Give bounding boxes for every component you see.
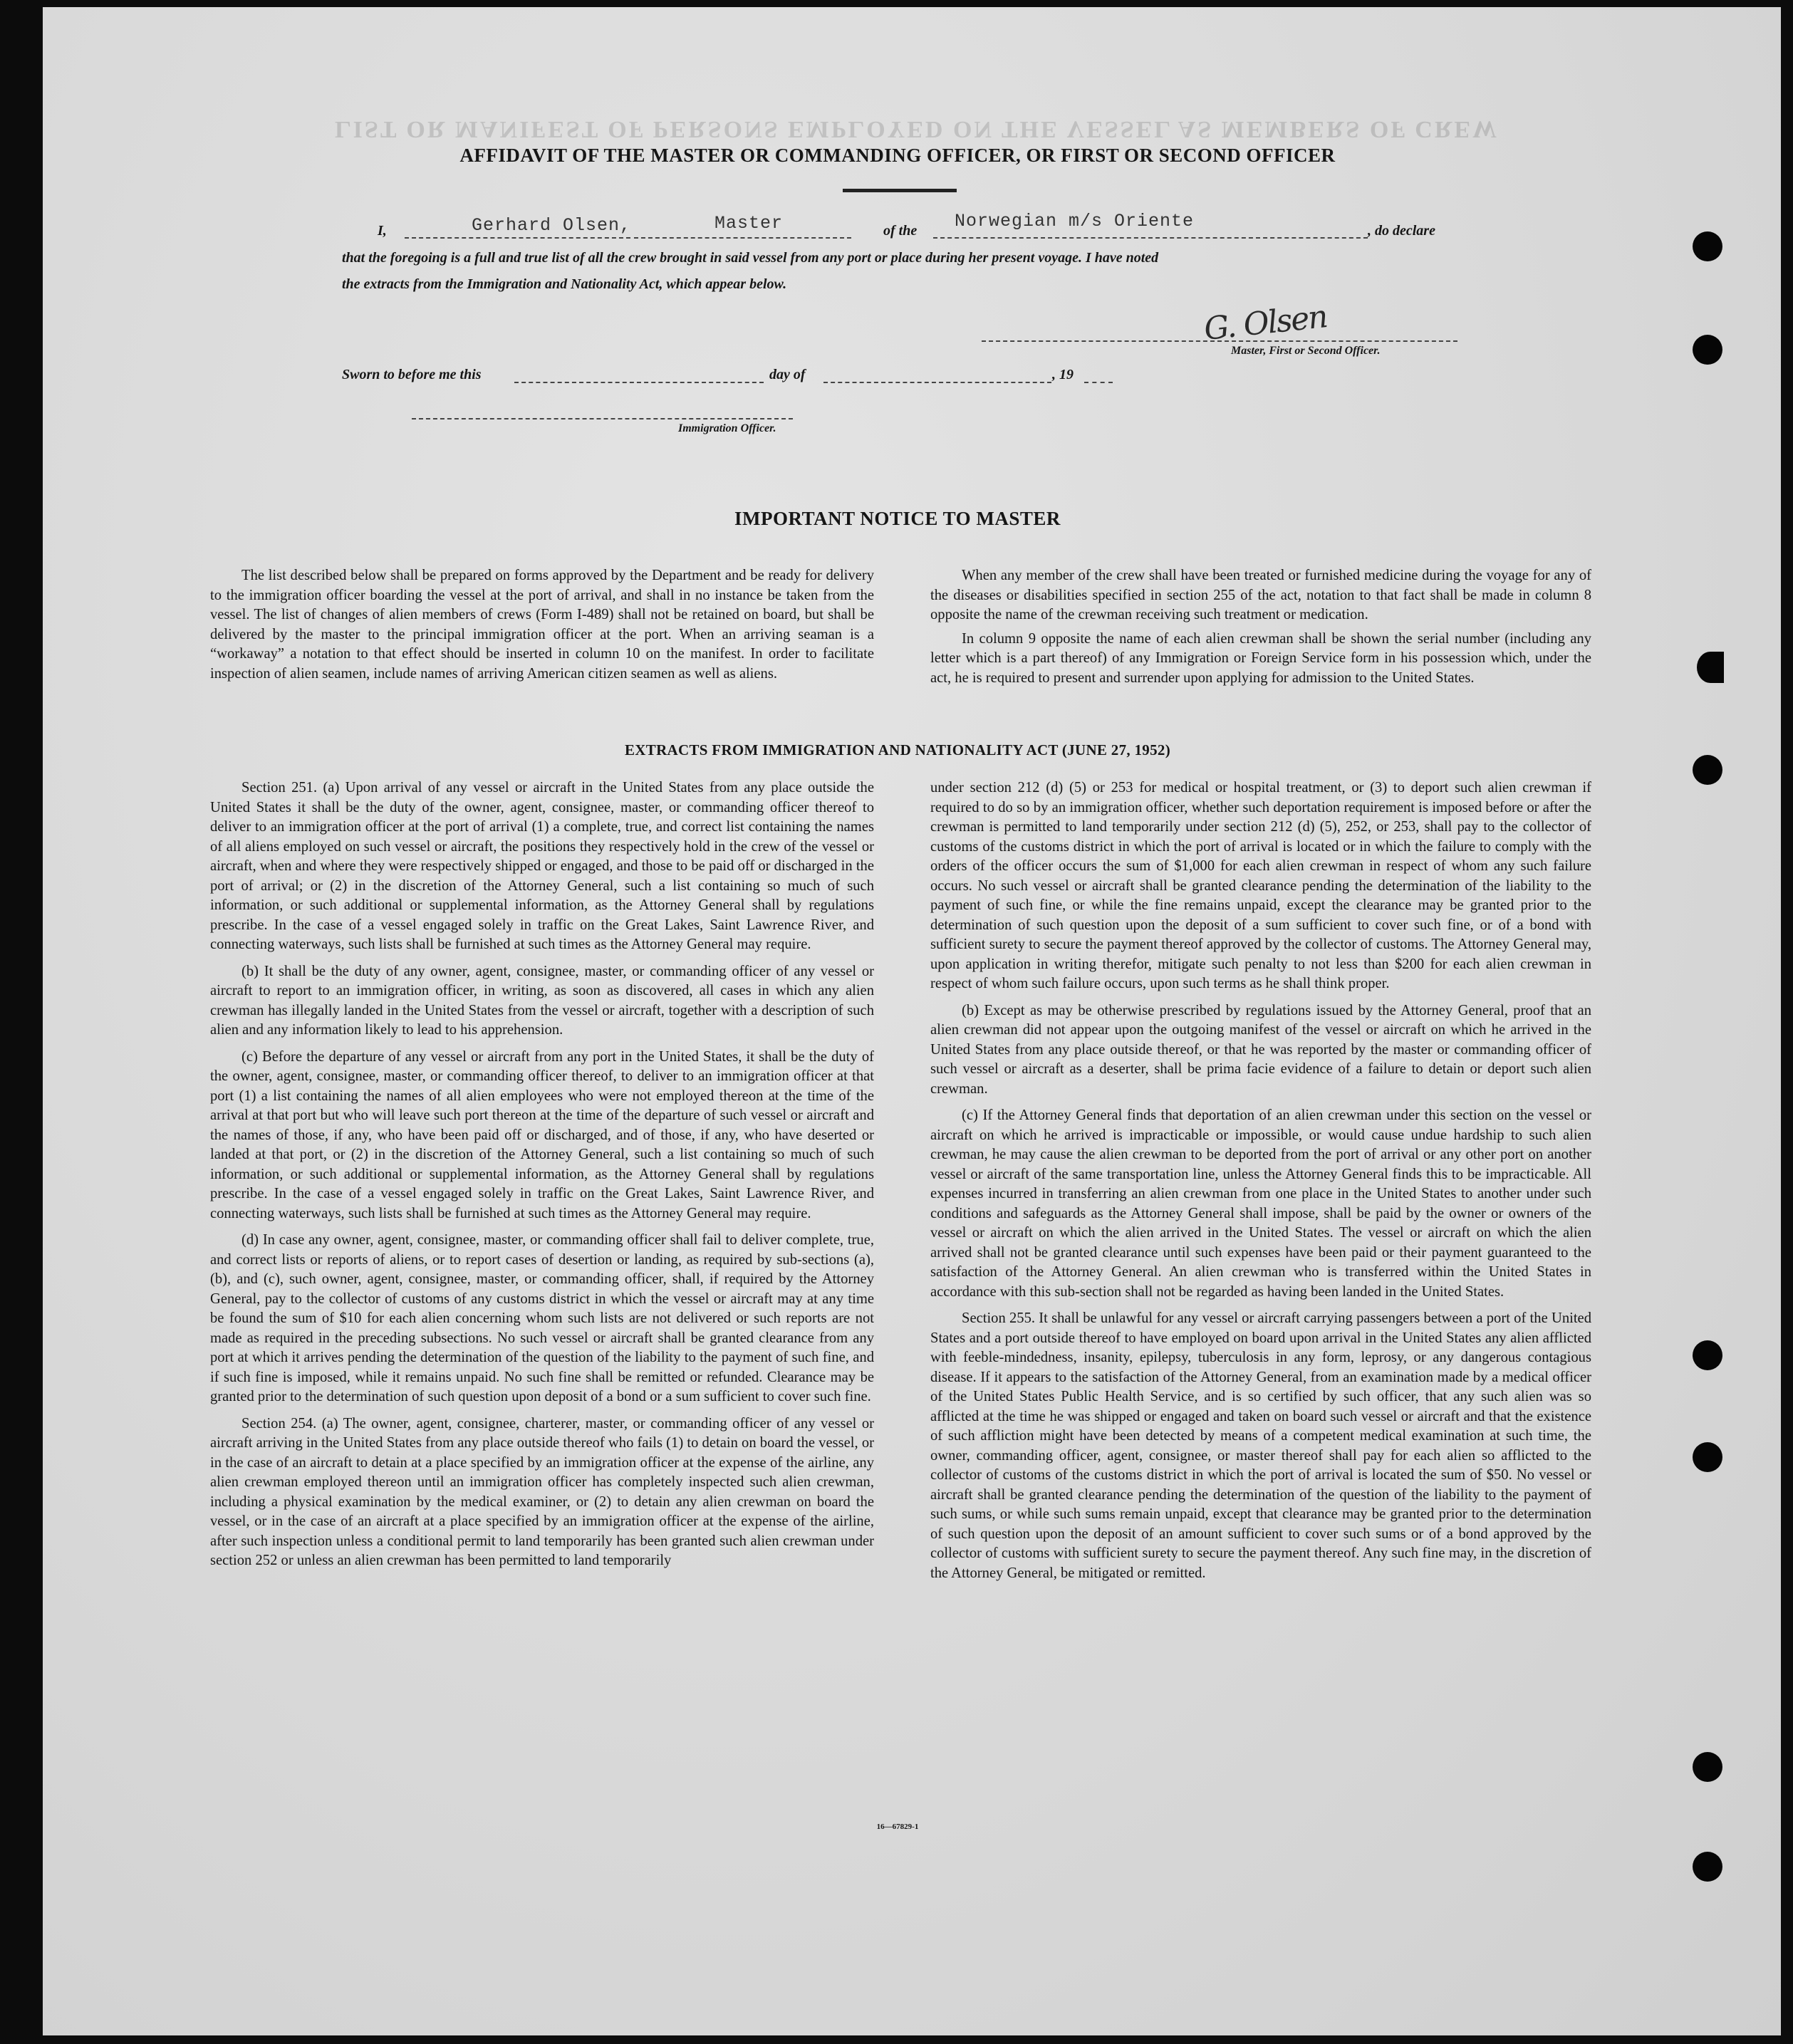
sworn-label: Sworn to before me this [342, 367, 482, 382]
of-the-label: of the [883, 223, 918, 239]
officer-caption: Immigration Officer. [678, 422, 776, 434]
notice-right-column [930, 566, 1591, 692]
extracts-right-column [930, 778, 1591, 1590]
sworn-day-line [514, 382, 764, 383]
title-rule [843, 189, 957, 192]
affidavit-title: AFFIDAVIT OF THE MASTER OR COMMANDING OFFICER, OR FIRST OR SECOND OFFICER [459, 145, 1336, 166]
rank-line [634, 237, 851, 239]
section-251-c: (c) Before the departure of any vessel or aircraft from any port in the United States, it shall be the duty of the owner, agent, consignee, master, or commanding officer thereof, to deliver to an immigration officer at that port (1) a list containing the names of all alien employees who were not employed thereon at the time of the arrival at that port but who will leave such port thereon at the time of the departure of such vessel or aircraft and the names of those, if any, who have been paid off or discharged, and of those, if any, who have deserted or landed at that port, or (2) in the discretion of the Attorney General, such a list containing so much of such information, or such additional or supplemental information, as the Attorney General shall by regulations prescribe. In the case of a vessel engaged solely in traffic on the Great Lakes, Saint Lawrence River, and connecting waterways, such lists shall be furnished at such times as the Attorney General may require. [210, 1048, 874, 1221]
vessel-line [933, 237, 1368, 239]
section-251-b: (b) It shall be the duty of any owner, agent, consignee, master, or commanding officer of any vessel or aircraft to report to an immigration officer, in writing, as soon as discovered, all cases in which any alien crewman has illegally landed in the United States from the vessel or aircraft, together with a description of such alien and any information likely to lead to his apprehension. [210, 963, 874, 1038]
punch-hole [1693, 231, 1722, 261]
section-255: Section 255. It shall be unlawful for any vessel or aircraft carrying passengers between a port of the United States and a port outside thereof to have employed on board upon arrival in the United States any alien afflicted with feeble-mindedness, insanity, epilepsy, tuberculosis in any form, leprosy, or any dangerous contagious disease. If it appears to the satisfaction of the Attorney General, from an examination made by a medical officer of the United States Public Health Service, and is so certified by such officer, that any such alien was so afflicted at the time he was shipped or engaged and taken on board such vessel or aircraft and that the existence of such affliction might have been detected by means of a competent medical examination at such time, the owner, commanding officer, agent, consignee, or master thereof shall pay for each alien so afflicted to the collector of customs of the customs district in which the port of arrival is located the sum of $50. No vessel or aircraft shall be granted clearance pending the determination of the question of the liability to the payment of such sums, or while such sums remain unpaid, except that clearance may be granted prior to the determination of such question upon the deposit of an amount sufficient to cover such sums or of a bond approved by the collector of customs with sufficient surety to secure the payment thereof. Any such fine may, in the discretion of the Attorney General, be mitigated or remitted. [930, 1310, 1591, 1581]
vessel-name: Norwegian m/s Oriente [955, 211, 1195, 231]
year-label: , 19 [1052, 367, 1074, 382]
i-label: I, [378, 223, 387, 239]
punch-hole [1693, 1340, 1722, 1370]
bleed-through-text: LIST OR MANIFEST OF PERSONS EMPLOYED ON THE VESSEL AS MEMBERS OF CREW [335, 116, 1500, 142]
declaration-line-1: that the foregoing is a full and true list of all the crew brought in said vessel from any port or place during her present voyage. I have noted [342, 250, 1159, 266]
punch-hole [1693, 755, 1722, 785]
name-line [405, 237, 630, 239]
extracts-title: EXTRACTS FROM IMMIGRATION AND NATIONALITY ACT (JUNE 27, 1952) [625, 741, 1170, 758]
declaration-line-2: the extracts from the Immigration and Nationality Act, which appear below. [342, 276, 787, 292]
notice-paragraph: When any member of the crew shall have been treated or furnished medicine during the voyage for any of the diseases or disabilities specified in section 255 of the act, notation to that fact shall be made in column 8 opposite the name of the crewman receiving such treatment or medication. [930, 568, 1591, 622]
extracts-left-column [210, 778, 874, 1578]
signer-caption: Master, First or Second Officer. [1231, 345, 1381, 357]
punch-hole [1693, 1442, 1722, 1472]
punch-hole [1693, 1752, 1722, 1782]
section-254-a: Section 254. (a) The owner, agent, consignee, charterer, master, or commanding officer of any vessel or aircraft arriving in the United States from any place outside thereof who fails (1) to detain on board the vessel, or in the case of an aircraft to detain at a place specified by an immigration officer at the expense of the airline, any alien crewman employed thereon until an immigration officer has completely inspected such alien crewman, including a physical examination by the medical examiner, or (2) to detain any alien crewman on board the vessel, or in the case of an aircraft at a place specified by an immigration officer at the expense of the airline, after such inspection unless a conditional permit to land temporarily has been granted such alien crewman under section 252 or unless an alien crewman has been permitted to land temporarily [210, 1415, 874, 1568]
section-254-c: (c) If the Attorney General finds that deportation of an alien crewman under this section on the vessel or aircraft on which he arrived is impracticable or impossible, or would cause undue hardship to such alien crewman, he may cause the alien crewman to be deported from the port of arrival or any other port on another vessel or aircraft of the same transportation line, unless the Attorney General finds this to be impracticable. All expenses incurred in transferring an alien crewman from one place in the United States to another under such conditions and safeguards as the Attorney General shall impose, shall be paid by the owner or owners of the vessel or aircraft on which the alien arrived in the United States. The vessel or aircraft on which the alien arrived shall not be granted clearance until such expenses have been paid or their payment guaranteed to the satisfaction of the Attorney General. An alien crewman who is transferred within the United States in accordance with this sub-section shall not be regarded as having been landed in the United States. [930, 1107, 1591, 1300]
master-rank: Master [714, 213, 784, 234]
punch-hole [1697, 652, 1724, 683]
notice-left-column [210, 566, 874, 688]
sworn-month-line [823, 382, 1051, 383]
year-line [1084, 382, 1113, 383]
punch-hole [1693, 335, 1722, 365]
form-number: 16—67829-1 [876, 1823, 919, 1831]
section-251-a: Section 251. (a) Upon arrival of any vessel or aircraft in the United States from any place outside the United States it shall be the duty of the owner, agent, consignee, master, or commanding officer thereof to deliver to an immigration officer at the port of arrival (1) a complete, true, and correct list containing the names of all aliens employed on such vessel or aircraft, the positions they respectively hold in the crew of the vessel or aircraft, when and where they were respectively shipped or engaged, and those to be paid off or discharged in the port of arrival; or (2) in the discretion of the Attorney General, such a list containing so much of such information, or such additional or supplemental information, as the Attorney General shall by regulations prescribe. In the case of a vessel engaged solely in traffic on the Great Lakes, Saint Lawrence River, and connecting waterways, such lists shall be furnished at such times as the Attorney General may require. [210, 780, 874, 952]
day-of-label: day of [769, 367, 806, 382]
officer-signature-line [412, 418, 793, 419]
do-declare-label: , do declare [1368, 223, 1435, 239]
notice-title: IMPORTANT NOTICE TO MASTER [734, 508, 1061, 529]
notice-paragraph: In column 9 opposite the name of each alien crewman shall be shown the serial number (including any letter which is a part thereof) of any Immigration or Foreign Service form in his possession which, under the act, he is required to present and surrender upon applying for admission to the United States. [930, 630, 1591, 686]
signature-line [982, 340, 1457, 342]
punch-hole [1693, 1852, 1722, 1882]
section-254-b: (b) Except as may be otherwise prescribed by regulations issued by the Attorney General, proof that an alien crewman did not appear upon the outgoing manifest of the vessel or aircraft on which he arrived in the United States from any place outside thereof, or that he was reported by the master or commanding officer of such vessel or aircraft as a deserter, shall be prima facie evidence of a failure to detain or deport such alien crewman. [930, 1002, 1591, 1097]
master-signature: G. Olsen [1202, 298, 1329, 348]
notice-paragraph: The list described below shall be prepared on forms approved by the Department and be ready for delivery to the immigration officer boarding the vessel at the port of arrival, and shall in no instance be taken from the vessel. The list of changes of alien members of crews (Form I-489) shall not be retained on board, but shall be delivered by the master to the principal immigration officer at the port. When an arriving seaman is a “workaway” a notation to that effect should be inserted in column 10 on the manifest. In order to facilitate inspection of alien seamen, include names of arriving American citizen seamen as well as aliens. [210, 568, 874, 682]
section-254-a-continued: under section 212 (d) (5) or 253 for medical or hospital treatment, or (3) to deport such alien crewman if required to do so by an immigration officer, whether such deportation requirement is imposed before or after the crewman is permitted to land temporarily under section 212 (d) (5), 252, or 253, shall pay to the collector of customs of the customs district in which the port of arrival is located or in which the failure to comply with the orders of the officer occurs the sum of $1,000 for each alien crewman in respect of whom any such failure occurs. No such vessel or aircraft shall be granted clearance pending the determination of the liability to the payment of such fine, or while the fine remains unpaid, except the clearance may be granted prior to the determination of such question upon the deposit of a sum sufficient to cover such fine, or of a bond with sufficient surety to secure the payment thereof approved by the collector of customs. The Attorney General may, upon application in writing therefor, mitigate such penalty to not less than $200 for each alien crewman in respect of whom such failure occurs, upon such terms as he shall think proper. [930, 780, 1591, 991]
master-name: Gerhard Olsen, [472, 215, 632, 236]
section-251-d: (d) In case any owner, agent, consignee, master, or commanding officer shall fail to deliver complete, true, and correct lists or reports of aliens, or to report cases of desertion or landing, as required by sub-sections (a), (b), and (c), such owner, agent, consignee, master, or commanding officer, shall, if required by the Attorney General, pay to the collector of customs of any customs district in which the vessel or aircraft may at any time be found the sum of $10 for each alien concerning whom such lists are not delivered or such reports are not made as required in the preceding subsections. No such vessel or aircraft shall be granted clearance from any port at which it arrives pending the determination of the question of the liability to the payment of such fine, and if such fine is imposed, while it remains unpaid. No such fine shall be remitted or refunded. Clearance may be granted prior to the determination of such question upon deposit of a bond or a sum sufficient to cover such fine. [210, 1232, 874, 1404]
